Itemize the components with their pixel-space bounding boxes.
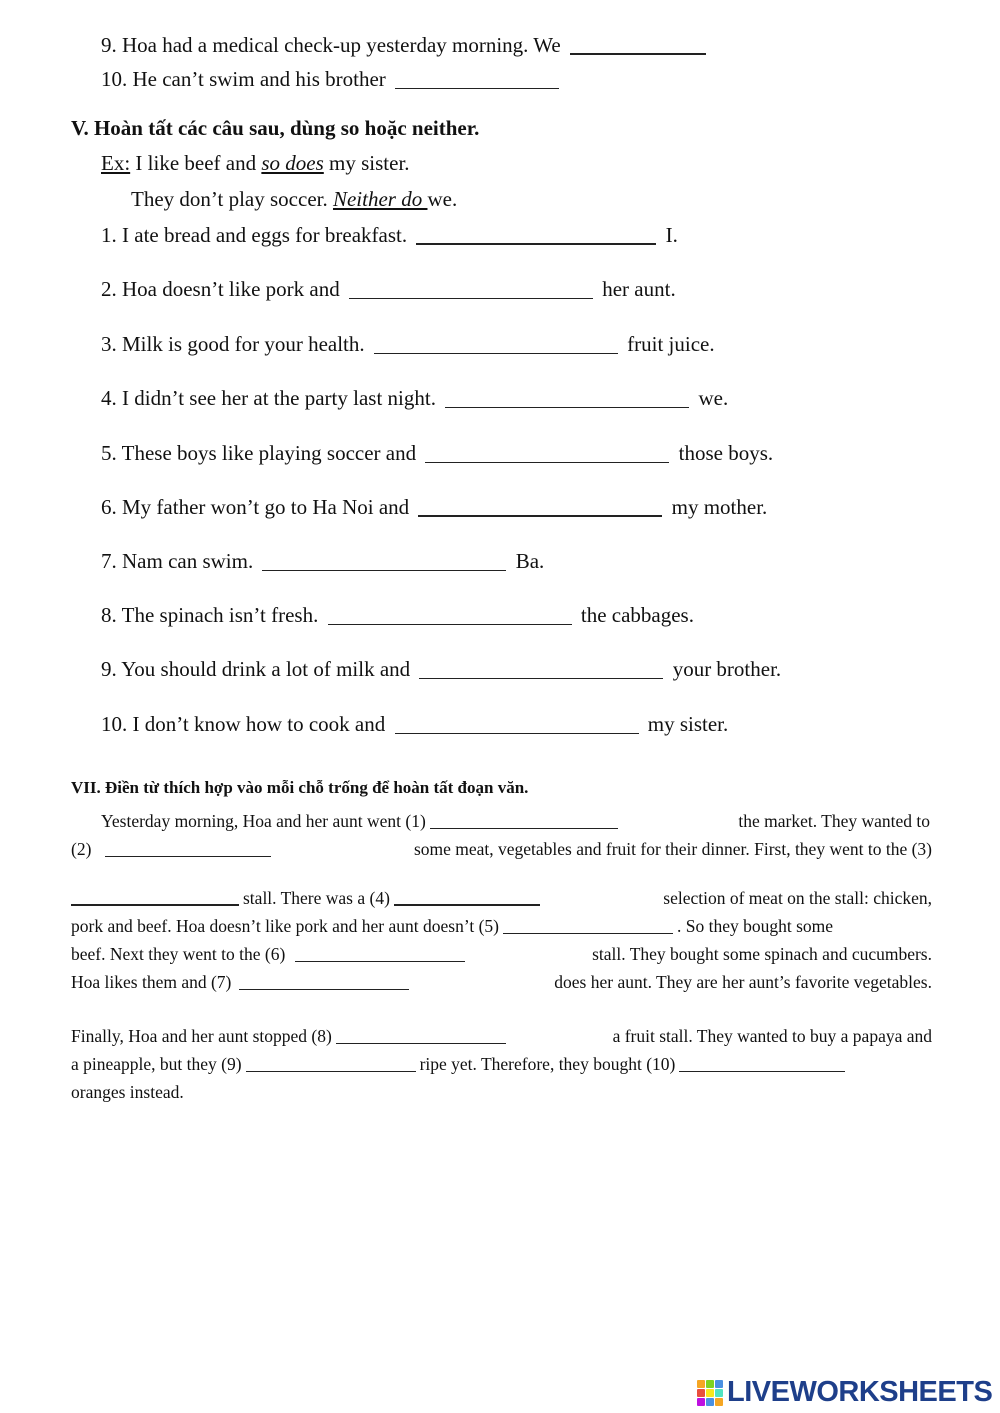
section-v-heading: V. Hoàn tất các câu sau, dùng so hoặc neither. xyxy=(71,116,480,140)
answer-blank[interactable] xyxy=(418,497,662,517)
answer-blank[interactable] xyxy=(416,225,656,245)
answer-blank[interactable] xyxy=(349,280,593,299)
exercise-v-item: 7. Nam can swim. Ba. xyxy=(101,549,545,573)
passage-line-5: beef. Next they went to the (6) stall. They bought some spinach and cucumbers. xyxy=(71,944,932,964)
answer-blank[interactable] xyxy=(394,889,540,906)
answer-blank[interactable] xyxy=(503,918,673,934)
example-line-1: Ex: I like beef and so does my sister. xyxy=(101,151,410,175)
answer-blank[interactable] xyxy=(570,35,706,55)
example-answer: so does xyxy=(261,151,324,175)
example-line-2: They don’t play soccer. Neither do we. xyxy=(131,187,458,211)
answer-blank[interactable] xyxy=(374,335,618,354)
exercise-v-item: 5. These boys like playing soccer and those boys. xyxy=(101,441,774,465)
answer-blank[interactable] xyxy=(328,606,572,625)
answer-blank[interactable] xyxy=(336,1028,506,1044)
passage-line-9: oranges instead. xyxy=(71,1082,184,1102)
passage-line-3: stall. There was a (4) selection of meat on the stall: chicken, xyxy=(71,888,932,909)
example-answer: Neither do xyxy=(332,187,428,211)
example-label: Ex: xyxy=(101,151,131,175)
answer-blank[interactable] xyxy=(395,715,639,734)
answer-blank[interactable] xyxy=(679,1056,845,1072)
passage-line-4: pork and beef. Hoa doesn’t like pork and her aunt doesn’t (5) . So they bought some xyxy=(71,916,834,936)
exercise-v-item: 4. I didn’t see her at the party last night. we. xyxy=(101,386,729,410)
liveworksheets-logo xyxy=(697,1376,992,1409)
exercise-v-item: 10. I don’t know how to cook and my sister. xyxy=(101,712,729,736)
exercise-v-item: 2. Hoa doesn’t like pork and her aunt. xyxy=(101,277,676,301)
exercise-v-item: 9. You should drink a lot of milk and your brother. xyxy=(101,657,782,681)
liveworksheets-logo-icon xyxy=(697,1380,723,1406)
exercise-iv-item-10: 10. He can’t swim and his brother xyxy=(101,67,563,92)
passage-line-1: Yesterday morning, Hoa and her aunt went (1) the market. They wanted to xyxy=(101,811,930,831)
passage-line-8: a pineapple, but they (9) ripe yet. Therefore, they bought (10) xyxy=(71,1054,849,1075)
exercise-iv-item-9: 9. Hoa had a medical check-up yesterday morning. We xyxy=(101,33,710,58)
answer-blank[interactable] xyxy=(419,660,663,679)
passage-line-7: Finally, Hoa and her aunt stopped (8) a fruit stall. They wanted to buy a papaya and xyxy=(71,1026,932,1046)
exercise-v-item: 6. My father won’t go to Ha Noi and my mother. xyxy=(101,495,768,519)
exercise-v-item: 1. I ate bread and eggs for breakfast. I. xyxy=(101,223,678,247)
exercise-v-item: 3. Milk is good for your health. fruit juice. xyxy=(101,332,715,356)
answer-blank[interactable] xyxy=(105,841,271,857)
logo-text: LIVEWORKSHEETS xyxy=(727,1376,993,1408)
answer-blank[interactable] xyxy=(246,1056,416,1072)
answer-blank[interactable] xyxy=(395,70,559,89)
answer-blank[interactable] xyxy=(239,974,409,990)
passage-line-2: (2) some meat, vegetables and fruit for their dinner. First, they went to the (3) xyxy=(71,839,932,859)
answer-blank[interactable] xyxy=(262,552,506,571)
answer-blank[interactable] xyxy=(425,444,669,463)
answer-blank[interactable] xyxy=(71,889,239,906)
answer-blank[interactable] xyxy=(295,946,465,962)
passage-line-6: Hoa likes them and (7) does her aunt. They are her aunt’s favorite vegetables. xyxy=(71,972,932,992)
answer-blank[interactable] xyxy=(430,813,618,829)
answer-blank[interactable] xyxy=(445,389,689,408)
exercise-v-item: 8. The spinach isn’t fresh. the cabbages. xyxy=(101,603,694,627)
section-vii-heading: VII. Điền từ thích hợp vào mỗi chỗ trống để hoàn tất đoạn văn. xyxy=(71,778,529,797)
